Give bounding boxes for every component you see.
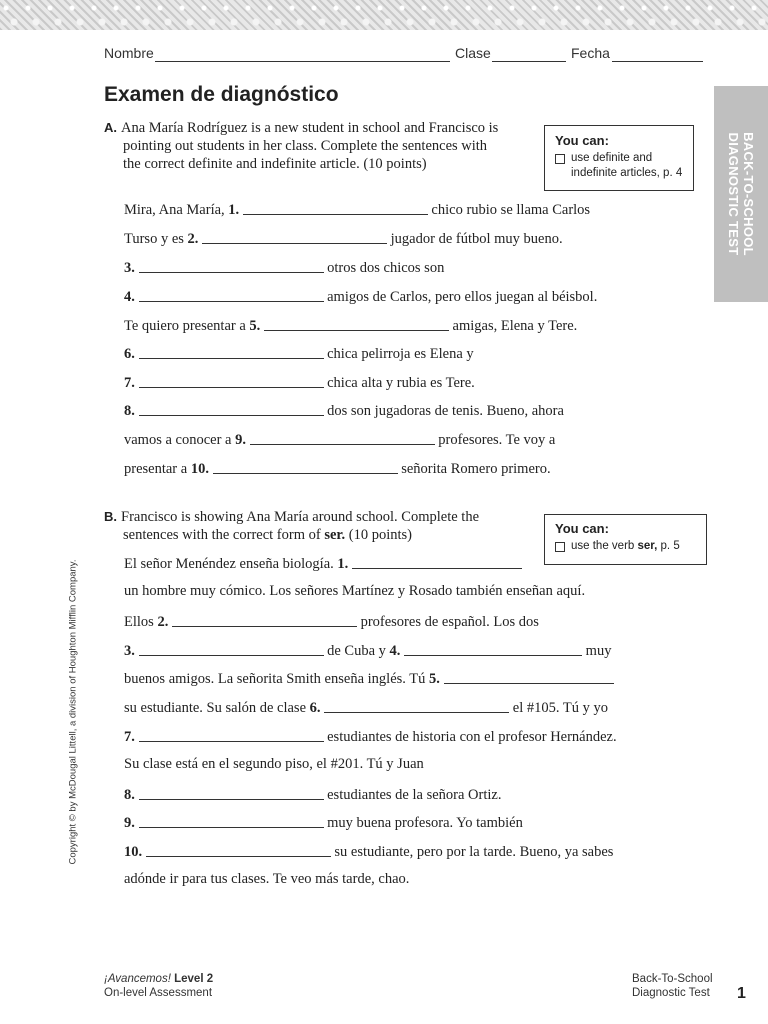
- section-a-letter: A.: [104, 120, 117, 135]
- exercise-b-line-2: un hombre muy cómico. Los señores Martínez y Rosado también enseñan aquí.: [124, 583, 586, 599]
- fecha-line: [612, 61, 703, 62]
- copyright-notice: Copyright © by McDougal Littell, a division of Houghton Mifflin Company.: [67, 559, 79, 865]
- nombre-line: [155, 61, 450, 62]
- checkbox-icon: [555, 154, 565, 164]
- exercise-b-line-6: su estudiante. Su salón de clase 6. el #105. Tú y yo: [124, 700, 608, 716]
- fecha-label: Fecha: [571, 45, 610, 61]
- exercise-b-line-10: 9. muy buena profesora. Yo también: [124, 815, 523, 831]
- footer-right: Back-To-School Diagnostic Test: [632, 973, 713, 999]
- section-b-letter: B.: [104, 509, 117, 524]
- checkbox-icon: [555, 542, 565, 552]
- nombre-label: Nombre: [104, 45, 154, 61]
- exercise-a-line-4: 4. amigos de Carlos, pero ellos juegan al béisbol.: [124, 289, 598, 305]
- answer-blank[interactable]: [146, 842, 331, 857]
- exercise-a-line-6: 6. chica pelirroja es Elena y: [124, 346, 474, 362]
- exercise-a-line-2: Turso y es 2. jugador de fútbol muy bueno.: [124, 231, 563, 247]
- answer-blank[interactable]: [172, 612, 357, 627]
- section-a-instructions: A. Ana María Rodríguez is a new student in school and Francisco is pointing out students in her class. Complete the sentences with the correct definite and indefinite article. (10 points): [104, 120, 499, 172]
- footer-left: ¡Avancemos! Level 2 On-level Assessment: [104, 973, 214, 999]
- answer-blank[interactable]: [139, 727, 324, 742]
- decorative-header-band: [0, 0, 768, 30]
- answer-blank[interactable]: [139, 287, 324, 302]
- exercise-b-line-11: 10. su estudiante, pero por la tarde. Bueno, ya sabes: [124, 844, 614, 860]
- exercise-a-line-8: 8. dos son jugadoras de tenis. Bueno, ahora: [124, 403, 564, 419]
- answer-blank[interactable]: [250, 430, 435, 445]
- answer-blank[interactable]: [202, 229, 387, 244]
- answer-blank[interactable]: [444, 669, 614, 684]
- answer-blank[interactable]: [139, 344, 324, 359]
- exercise-b-line-12: adónde ir para tus clases. Te veo más tarde, chao.: [124, 871, 410, 887]
- exercise-b-line-9: 8. estudiantes de la señora Ortiz.: [124, 787, 502, 803]
- exercise-a-line-3: 3. otros dos chicos son: [124, 260, 445, 276]
- page-title: Examen de diagnóstico: [104, 83, 339, 106]
- answer-blank[interactable]: [404, 641, 582, 656]
- side-tab-text: BACK-TO-SCHOOL DIAGNOSTIC TEST: [726, 132, 756, 256]
- exercise-a-line-10: presentar a 10. señorita Romero primero.: [124, 461, 551, 477]
- answer-blank[interactable]: [243, 200, 428, 215]
- exercise-b-line-4: 3. de Cuba y 4. muy: [124, 643, 612, 659]
- answer-blank[interactable]: [139, 641, 324, 656]
- answer-blank[interactable]: [139, 785, 324, 800]
- section-b-you-can-box: You can: use the verb ser, p. 5: [544, 514, 707, 565]
- exercise-b-line-7: 7. estudiantes de historia con el profesor Hernández.: [124, 729, 617, 745]
- exercise-a-line-7: 7. chica alta y rubia es Tere.: [124, 375, 475, 391]
- clase-label: Clase: [455, 45, 491, 61]
- section-a-you-can-box: You can: use definite and indefinite articles, p. 4: [544, 125, 694, 191]
- page-number: 1: [737, 985, 746, 1002]
- answer-blank[interactable]: [264, 316, 449, 331]
- answer-blank[interactable]: [213, 459, 398, 474]
- exercise-b-line-3: Ellos 2. profesores de español. Los dos: [124, 614, 539, 630]
- answer-blank[interactable]: [139, 258, 324, 273]
- exercise-a-line-5: Te quiero presentar a 5. amigas, Elena y Tere.: [124, 318, 578, 334]
- section-b-instructions: B. Francisco is showing Ana María around school. Complete the sentences with the correct form of ser. (10 points): [104, 509, 480, 543]
- exercise-a-line-1: Mira, Ana María, 1. chico rubio se llama Carlos: [124, 202, 591, 218]
- answer-blank[interactable]: [324, 698, 509, 713]
- exercise-b-line-8: Su clase está en el segundo piso, el #201. Tú y Juan: [124, 756, 424, 772]
- exercise-a-line-9: vamos a conocer a 9. profesores. Te voy a: [124, 432, 556, 448]
- answer-blank[interactable]: [352, 554, 522, 569]
- exercise-b-line-1: El señor Menéndez enseña biología. 1.: [124, 554, 522, 573]
- answer-blank[interactable]: [139, 813, 324, 828]
- answer-blank[interactable]: [139, 373, 324, 388]
- exercise-b-line-5: buenos amigos. La señorita Smith enseña inglés. Tú 5.: [124, 669, 614, 688]
- clase-line: [492, 61, 566, 62]
- answer-blank[interactable]: [139, 401, 324, 416]
